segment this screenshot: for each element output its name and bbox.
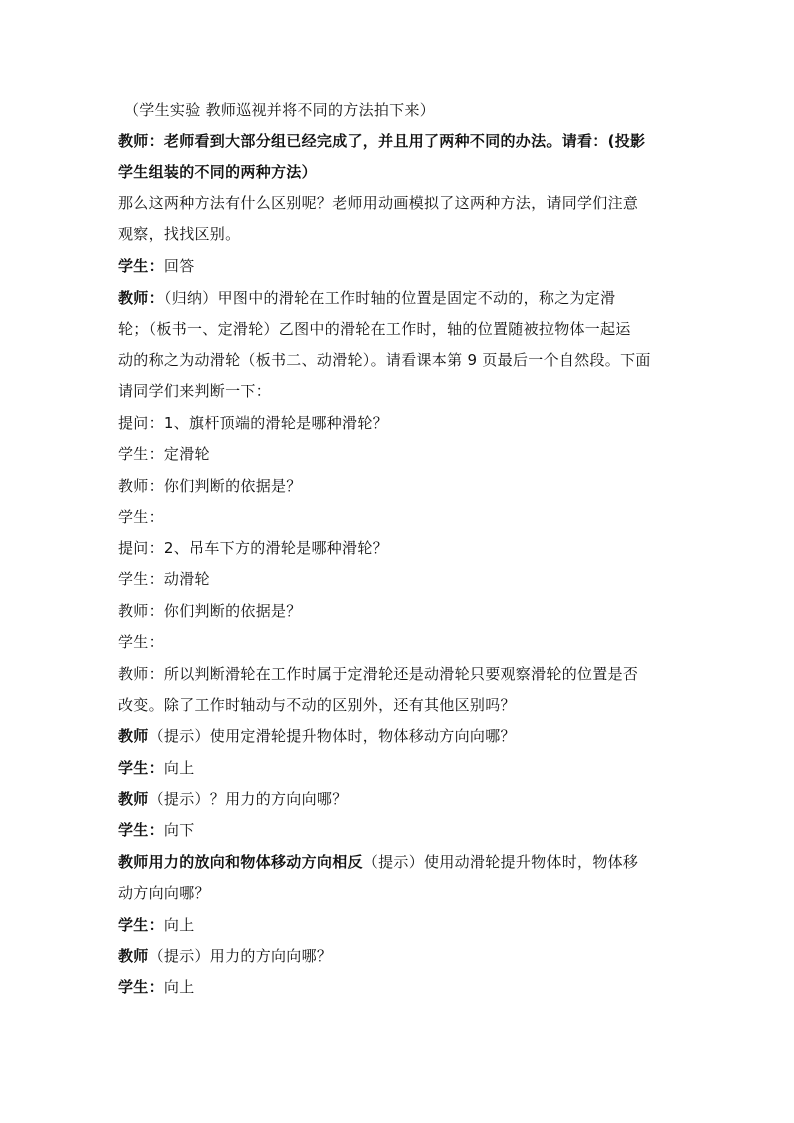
teacher-hint-line xyxy=(118,726,678,746)
student-line: 学生：动滑轮 xyxy=(118,570,210,588)
utterance: 向下 xyxy=(163,821,195,839)
student-line: 学生： xyxy=(118,633,164,651)
utterance: 向上 xyxy=(163,916,195,934)
utterance: （提示）使用定滑轮提升物体时，物体移动方向向哪？ xyxy=(148,727,516,745)
speaker-label: 学生： xyxy=(118,916,164,934)
paragraph-line: 那么这两种方法有什么区别呢？老师用动画模拟了这两种方法，请同学们注意 xyxy=(118,194,639,212)
teacher-summary-cont-3: 请同学们来判断一下： xyxy=(118,382,272,400)
speaker-label: 学生： xyxy=(118,759,164,777)
utterance: （提示）用力的方向向哪？ xyxy=(148,947,333,965)
student-answer-line xyxy=(118,256,678,276)
teacher-hint-line xyxy=(118,789,678,809)
bold-statement: 教师用力的放向和物体移动方向相反 xyxy=(118,853,363,871)
teacher-line-1: 教师：老师看到大部分组已经完成了，并且用了两种不同的办法。请看：(投影 xyxy=(118,132,646,150)
teacher-hint-line xyxy=(118,852,678,872)
teacher-summary-cont-2: 动的称之为动滑轮（板书二、动滑轮）。请看课本第 9 页最后一个自然段。下面 xyxy=(118,351,651,369)
utterance: （提示）使用动滑轮提升物体时，物体移 xyxy=(362,853,639,871)
speaker-label: 学生： xyxy=(118,257,164,275)
teacher-line-long-cont: 改变。除了工作时轴动与不动的区别外，还有其他区别吗？ xyxy=(118,696,516,714)
utterance: 回答 xyxy=(163,257,195,275)
teacher-hint-cont: 动方向向哪？ xyxy=(118,884,210,902)
speaker-label: 教师 xyxy=(118,727,149,745)
teacher-line-long: 教师：所以判断滑轮在工作时属于定滑轮还是动滑轮只要观察滑轮的位置是否 xyxy=(118,665,639,683)
utterance: （提示）？用力的方向向哪？ xyxy=(148,790,348,808)
speaker-label: 学生： xyxy=(118,821,164,839)
student-line: 学生：定滑轮 xyxy=(118,445,210,463)
utterance: 向上 xyxy=(163,978,195,996)
question-1: 提问：1、旗杆顶端的滑轮是哪种滑轮？ xyxy=(118,414,388,432)
teacher-summary-cont-1: 轮；（板书一、定滑轮）乙图中的滑轮在工作时，轴的位置随被拉物体一起运 xyxy=(118,320,631,338)
student-line xyxy=(118,915,678,935)
student-line xyxy=(118,977,678,997)
student-line xyxy=(118,820,678,840)
speaker-label: 教师： xyxy=(118,289,164,307)
teacher-line-1-cont: 学生组装的不同的两种方法） xyxy=(118,163,317,181)
utterance: （归纳）甲图中的滑轮在工作时轴的位置是固定不动的，称之为定滑 xyxy=(163,289,616,307)
speaker-label: 教师 xyxy=(118,790,149,808)
utterance: 向上 xyxy=(163,759,195,777)
teacher-summary-line xyxy=(118,288,678,308)
teacher-hint-line xyxy=(118,946,678,966)
teacher-line: 教师：你们判断的依据是？ xyxy=(118,602,302,620)
speaker-label: 学生： xyxy=(118,978,164,996)
speaker-label: 教师 xyxy=(118,947,149,965)
student-line xyxy=(118,758,678,778)
paragraph-line-cont: 观察，找找区别。 xyxy=(118,225,241,243)
teacher-line: 教师：你们判断的依据是？ xyxy=(118,477,302,495)
stage-direction: （学生实验 教师巡视并将不同的方法拍下来） xyxy=(124,101,436,119)
question-2: 提问：2、吊车下方的滑轮是哪种滑轮？ xyxy=(118,539,388,557)
student-line: 学生： xyxy=(118,508,164,526)
